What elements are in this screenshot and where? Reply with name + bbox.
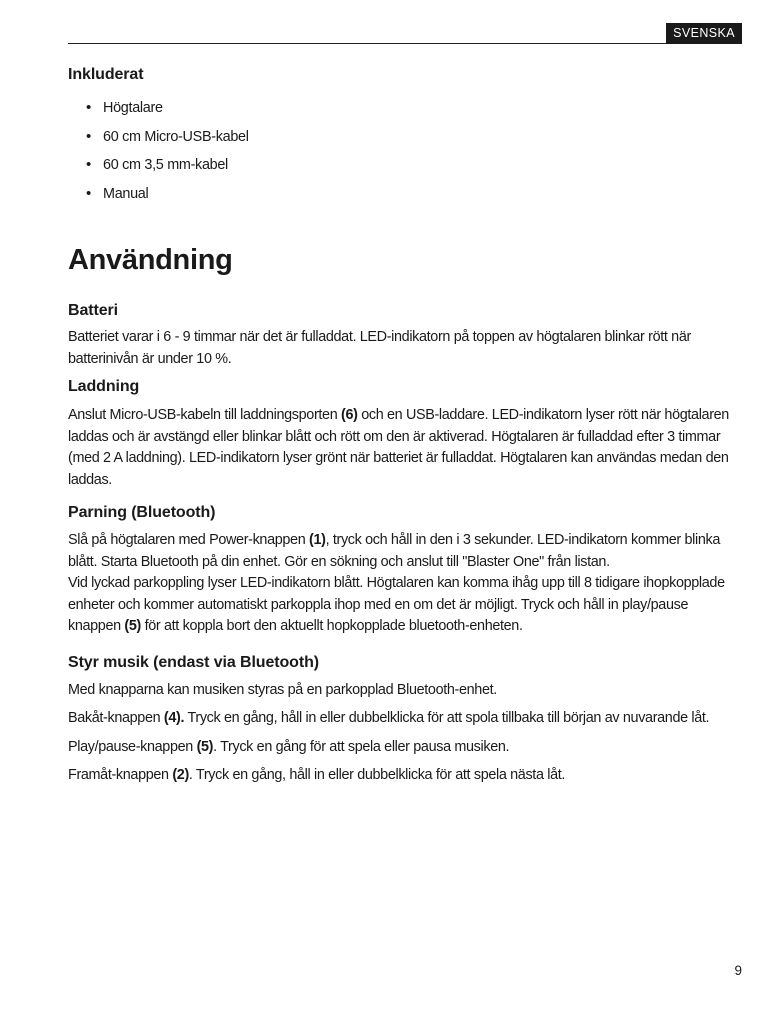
list-item: • 60 cm Micro-USB-kabel — [68, 123, 744, 152]
list-item: • Högtalare — [68, 94, 744, 123]
back-button-text: Bakåt-knappen (4). Tryck en gång, håll in eller dubbelklicka för att spola tillbaka till början av nuvarande låt. — [68, 710, 710, 726]
music-intro: Med knapparna kan musiken styras på en parkopplad Bluetooth-enhet. — [68, 681, 497, 698]
page-number: 9 — [734, 963, 742, 978]
play-pause-text: Play/pause-knappen (5). Tryck en gång för att spela eller pausa musiken. — [68, 738, 510, 755]
language-badge: SVENSKA — [666, 23, 742, 44]
list-item: • Manual — [68, 180, 744, 209]
music-heading: Styr musik (endast via Bluetooth) — [68, 653, 319, 671]
charging-text: Anslut Micro-USB-kabeln till laddningsporten (6) och en USB-laddare. LED-indikatorn lyser rött när högtalaren laddas och är avstängd eller blinkar blått och rött om den är aktiverad. Högtalaren är fulladdad efter 3 timmar (med 2 A laddning). LED-indikatorn lyser grönt när batteriet är fulladdat. Högtalaren kan användas medan den laddas. — [68, 407, 729, 488]
header-rule — [68, 43, 742, 44]
battery-text: Batteriet varar i 6 - 9 timmar när det är fulladdat. LED-indikatorn på toppen av högtalaren blinkar rött när batterinivån är under 10 %. — [68, 329, 691, 367]
pairing-heading: Parning (Bluetooth) — [68, 504, 216, 521]
included-list — [68, 94, 744, 208]
list-item: • 60 cm 3,5 mm-kabel — [68, 151, 744, 180]
forward-button-text: Framåt-knappen (2). Tryck en gång, håll in eller dubbelklicka för att spela nästa låt. — [68, 767, 566, 783]
included-heading: Inkluderat — [68, 66, 144, 83]
battery-heading: Batteri — [68, 302, 118, 319]
page-content — [68, 64, 744, 787]
charging-heading: Laddning — [68, 378, 140, 395]
usage-heading: Användning — [68, 244, 233, 276]
pairing-text: Slå på högtalaren med Power-knappen (1), tryck och håll in den i 3 sekunder. LED-indikatorn kommer blinka blått. Starta Bluetooth på din enhet. Gör en sökning och anslut till "Blaster One" från listan. Vid lyckad parkoppling lyser LED-indikatorn blått. Högtalaren kan komma ihåg upp till 8 tidigare ihopkopplade enheter och kommer automatiskt parkoppla ihop med en om det är möjligt. Tryck och håll in play/pause knappen (5) för att koppla bort den aktuellt hopkopplade bluetooth-enheten. — [68, 532, 725, 634]
